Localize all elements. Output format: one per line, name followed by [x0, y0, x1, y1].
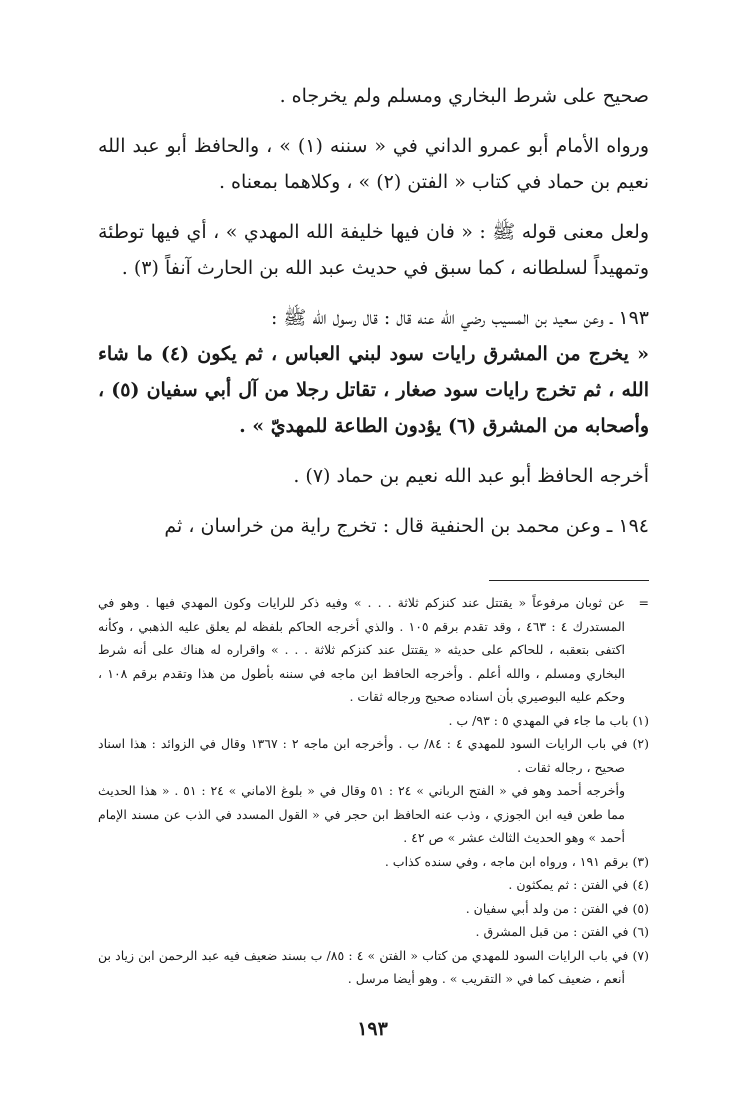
main-text [98, 78, 649, 544]
footnote-7: (٧) في باب الرايات السود للمهدي من كتاب « الفتن » ٤ : ٨٥/ ب بسند ضعيف فيه عبد الرحمن ابن زياد بن أنعم ، ضعيف كما في « التقريب » . وهو أيضا مرسل . [98, 947, 649, 986]
hadith-193-text: « يخرج من المشرق رايات سود لبني العباس ، ثم يكون (٤) ما شاء الله ، ثم تخرج رايات سود صغار ، تقاتل رجلا من آل أبي سفيان (٥) ، وأصحابه من المشرق (٦) يؤدون الطاعة للمهديّ » . [98, 343, 649, 437]
continuation-mark: = [638, 595, 649, 610]
hadith-194-intro: ١٩٤ ـ وعن محمد بن الحنفية قال : تخرج راية من خراسان ، ثم [164, 515, 649, 537]
footnotes [98, 591, 649, 991]
footnote-2-continued: وأخرجه أحمد وهو في « الفتح الرباني » ٢٤ : ٥١ وقال في « بلوغ الاماني » ٢٤ : ٥١ . « هذا الحديث مما طعن فيه ابن الجوزي ، وذب عنه الحافظ ابن حجر في « القول المسدد في الذب عن مسند الإمام أحمد » وهو الحديث الثالث عشر » ص ٤٢ . [98, 783, 625, 845]
paragraph-1: صحيح على شرط البخاري ومسلم ولم يخرجاه . [279, 85, 649, 107]
footnote-5: (٥) في الفتن : من ولد أبي سفيان . [465, 900, 649, 916]
footnote-6: (٦) في الفتن : من قبل المشرق . [475, 924, 649, 939]
paragraph-3: ولعل معنى قوله ﷺ : « فان فيها خليفة الله المهدي » ، أي فيها توطئة وتمهيداً لسلطانه ، كما سبق في حديث عبد الله بن الحارث آنفاً (٣) . [98, 221, 649, 279]
footnote-3: (٣) برقم ١٩١ ، ورواه ابن ماجه ، وفي سنده كذاب . [384, 853, 649, 869]
footnote-continuation [98, 591, 649, 709]
footnote-1: (١) باب ما جاء في المهدي ٥ : ٩٣/ ب . [448, 712, 649, 728]
footnote-2: (٢) في باب الرايات السود للمهدي ٤ : ٨٤/ ب . وأخرجه ابن ماجه ٢ : ١٣٦٧ وقال في الزوائد : هذا اسناد صحيح ، رجاله ثقات . [98, 736, 649, 775]
footnote-separator [489, 580, 649, 581]
footnote-continuation-text: عن ثوبان مرفوعاً « يقتتل عند كنزكم ثلاثة . . . » وفيه ذكر للرايات وكون المهدي فيها . وهو في المستدرك ٤ : ٤٦٣ ، وقد تقدم برقم ١٠٥ . والذي أخرجه الحاكم بلفظه لم يعلق عليه الذهبي ، وكأنه اكتفى بتعقبه ، للحاكم على حديثه « يقتتل عند كنزكم ثلاثة . . . » واقراره له هناك على أنه شرط البخاري ومسلم ، والله أعلم . وأخرجه الحافظ ابن ماجه في سننه بأطول من هذا وتقدم برقم ١٠٨ ، وحكم عليه البوصيري بأن اسناده صحيح ورجاله ثقات . [98, 595, 625, 704]
footnote-4: (٤) في الفتن : ثم يمكثون . [508, 877, 649, 892]
page-number: ١٩٣ [357, 1018, 388, 1040]
paragraph-5: أخرجه الحافظ أبو عبد الله نعيم بن حماد (٧) . [293, 465, 649, 487]
hadith-193-intro: ١٩٣ ـ وعن سعيد بن المسيب رضي الله عنه قال : قال رسول الله ﷺ : [270, 307, 649, 329]
paragraph-2: ورواه الأمام أبو عمرو الداني في « سننه (١) » ، والحافظ أبو عبد الله نعيم بن حماد في كتاب « الفتن (٢) » ، وكلاهما بمعناه . [98, 135, 649, 193]
